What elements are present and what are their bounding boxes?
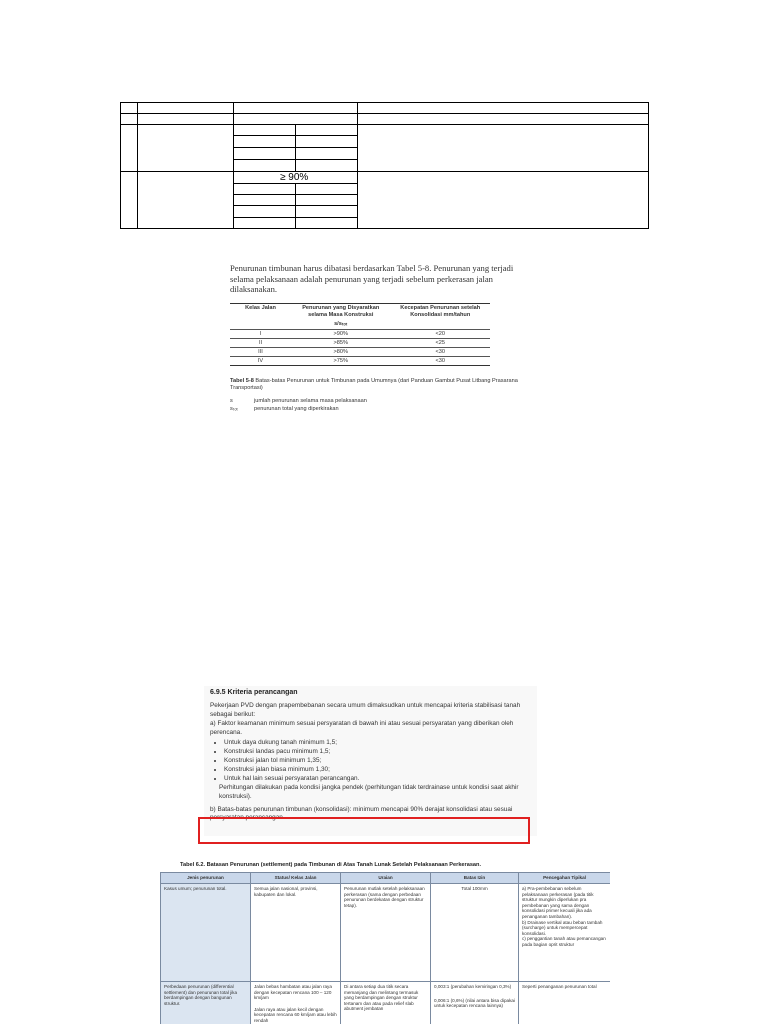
- figure2-heading: 6.9.5 Kriteria perancangan: [210, 689, 298, 696]
- grid-line: [120, 102, 649, 103]
- cell: Kasus umum; penurunan total.: [161, 884, 251, 982]
- figure3-header: Uraian: [341, 873, 431, 884]
- cell: [431, 982, 519, 1024]
- grid-line: [120, 124, 649, 125]
- cell: Semua jalan nasional, provinsi, kabupaten dan lokal.: [251, 884, 341, 982]
- cell: <20: [391, 330, 491, 339]
- cell: >90%: [291, 330, 390, 339]
- figure1-caption-label: Tabel 5-8: [230, 378, 254, 384]
- cell: <30: [391, 357, 491, 366]
- figure3-header: Pencegahan Tipikal: [519, 873, 611, 884]
- grid-line: [137, 102, 138, 229]
- note-text: jumlah penurunan selama masa pelaksanaan: [254, 398, 367, 404]
- grid-cell-text: ≥ 90%: [280, 172, 309, 183]
- cell: <30: [391, 348, 491, 357]
- table-row: [230, 330, 490, 339]
- grid-line: [648, 102, 649, 229]
- list-item: • Untuk daya dukung tanah minimum 1,5;: [224, 738, 528, 747]
- cell: Penurunan mutlak setelah pelaksanaan perkerasan (sama dengan perbedaan penurunan berdekatan dengan struktur tetap).: [341, 884, 431, 982]
- cell: II: [230, 339, 291, 348]
- figure2-calc-note: Perhitungan dilakukan pada kondisi jangka pendek (perhitungan tidak terdrainase untuk kondisi saat akhir konstruksi).: [219, 784, 519, 800]
- cell: Di antara setiap dua titik secara memanjang dan melintang termasuk yang berdampingan dengan struktur tertanam dan atau pada relief slab abutment jembatan: [341, 982, 431, 1024]
- list-item: • Konstruksi landas pacu minimum 1,5;: [224, 747, 528, 756]
- table-row: [230, 348, 490, 357]
- list-item: • Untuk hal lain sesuai persyaratan perancangan.: [224, 774, 528, 783]
- limit-text: 0,006:1 (0,6%) (nilai antara bisa dipakai untuk kecepatan rencana lainnya): [434, 997, 515, 1009]
- cell: Perbedaan penurunan (differential settlement) dan penurunan total jika berdampingan dengan bangunan struktur.: [161, 982, 251, 1024]
- figure3-header: Status/ Kelas Jalan: [251, 873, 341, 884]
- cell: III: [230, 348, 291, 357]
- status-text: Jalan raya atau jalan kecil dengan kecepatan rencana 60 km/jam atau lebih rendah: [254, 1006, 337, 1023]
- figure2-item-b: b) Batas-batas penurunan timbunan (konsolidasi): minimum mencapai 90% derajat konsolidasi atau sesuai persyaratan perancangan.: [210, 805, 513, 822]
- prevention-item: c) penggantian tanah atau pemancangan pada bagian oprit struktur: [522, 936, 606, 947]
- cell: >75%: [291, 357, 390, 366]
- prevention-item: a) Pra-pembebanan sebelum pelaksanaan perkerasan (pada titik struktur mungkin diperlukan pra pembebanan yang sama dengan konsolidasi primer kecuali jika ada penanganan tambahan).: [522, 886, 594, 919]
- table-row: [161, 884, 611, 982]
- grid-line: [120, 171, 649, 172]
- figure-settlement-table: [160, 858, 610, 1024]
- figure1-paragraph: Penurunan timbunan harus dibatasi berdasarkan Tabel 5-8. Penurunan yang terjadi selama pelaksanaan adalah penurunan yang terjadi sebelum perkerasan jalan dilaksanakan.: [230, 263, 514, 295]
- figure1-subheader: s/sₜₒₜ: [334, 321, 348, 327]
- highlight-box: [198, 817, 530, 844]
- figure1-caption-text: Batas-batas Penurunan untuk Timbunan pada Umumnya (dari Panduan Gambut Pusat Litbang Prasarana Transportasi): [230, 378, 518, 391]
- figure1-header-kelas: Kelas Jalan: [230, 304, 291, 321]
- grid-line: [295, 124, 296, 171]
- figure3-header: Jenis penurunan: [161, 873, 251, 884]
- figure1-caption: [230, 378, 520, 392]
- grid-line: [120, 102, 121, 229]
- cell: IV: [230, 357, 291, 366]
- figure1-header-kecepatan: Kecepatan Penurunan setelah Konsolidasi mm/tahun: [391, 304, 491, 321]
- prevention-item: b) Drainase vertikal atau beban tambah (surcharge) untuk mempercepat konsolidasi.: [522, 919, 603, 936]
- cell: Total 100mm: [431, 884, 519, 982]
- table-row: [230, 339, 490, 348]
- figure1-notes: [230, 397, 490, 413]
- note-text: penurunan total yang diperkirakan: [254, 406, 339, 412]
- figure2-intro: Pekerjaan PVD dengan prapembebanan secara umum dimaksudkan untuk mencapai kriteria stabilisasi tanah sebagai berikut:: [210, 702, 521, 718]
- figure3-title: Tabel 6.2. Batasan Penurunan (settlement) pada Timbunan di Atas Tanah Lunak Setelah Pelaksanaan Perkerasan.: [180, 862, 482, 868]
- cell: <25: [391, 339, 491, 348]
- figure2-body: [210, 702, 528, 823]
- cell: >85%: [291, 339, 390, 348]
- grid-line: [295, 183, 296, 228]
- figure2-bullet-list: [224, 738, 528, 783]
- list-item: • Konstruksi jalan tol minimum 1,35;: [224, 756, 528, 765]
- cell: [519, 884, 611, 982]
- table-row: [230, 357, 490, 366]
- note-row: [230, 397, 490, 405]
- cell: [251, 982, 341, 1024]
- note-row: [230, 405, 490, 413]
- cell: I: [230, 330, 291, 339]
- list-item: • Konstruksi jalan biasa minimum 1,30;: [224, 765, 528, 774]
- grid-line: [120, 228, 649, 229]
- grid-line: [120, 113, 649, 114]
- cell: Seperti penanganan penurunan total: [519, 982, 611, 1024]
- figure1-table: [230, 303, 490, 366]
- figure1-header-penurunan: Penurunan yang Disyaratkan selama Masa Konstruksi: [291, 304, 390, 321]
- figure2-item-a: a) Faktor keamanan minimum sesuai persyaratan di bawah ini atau sesuai persyaratan yang diberikan oleh perencana.: [210, 720, 514, 736]
- grid-line: [357, 102, 358, 229]
- status-text: Jalan bebas hambatan atau jalan raya dengan kecepatan rencana 100 – 120 km/jam: [254, 984, 332, 1001]
- figure-settlement-limits: [226, 263, 518, 423]
- top-grid-table: [120, 102, 649, 229]
- note-symbol: sₜₒₜ: [230, 406, 239, 412]
- figure3-table: [160, 872, 610, 1024]
- figure3-header: Batas Izin: [431, 873, 519, 884]
- cell: >80%: [291, 348, 390, 357]
- grid-line: [233, 102, 234, 229]
- note-symbol: s: [230, 398, 233, 404]
- figure-design-criteria: [204, 686, 537, 836]
- limit-text: 0,003:1 (perubahan kemiringan 0,3%): [434, 984, 512, 989]
- table-row: [161, 982, 611, 1024]
